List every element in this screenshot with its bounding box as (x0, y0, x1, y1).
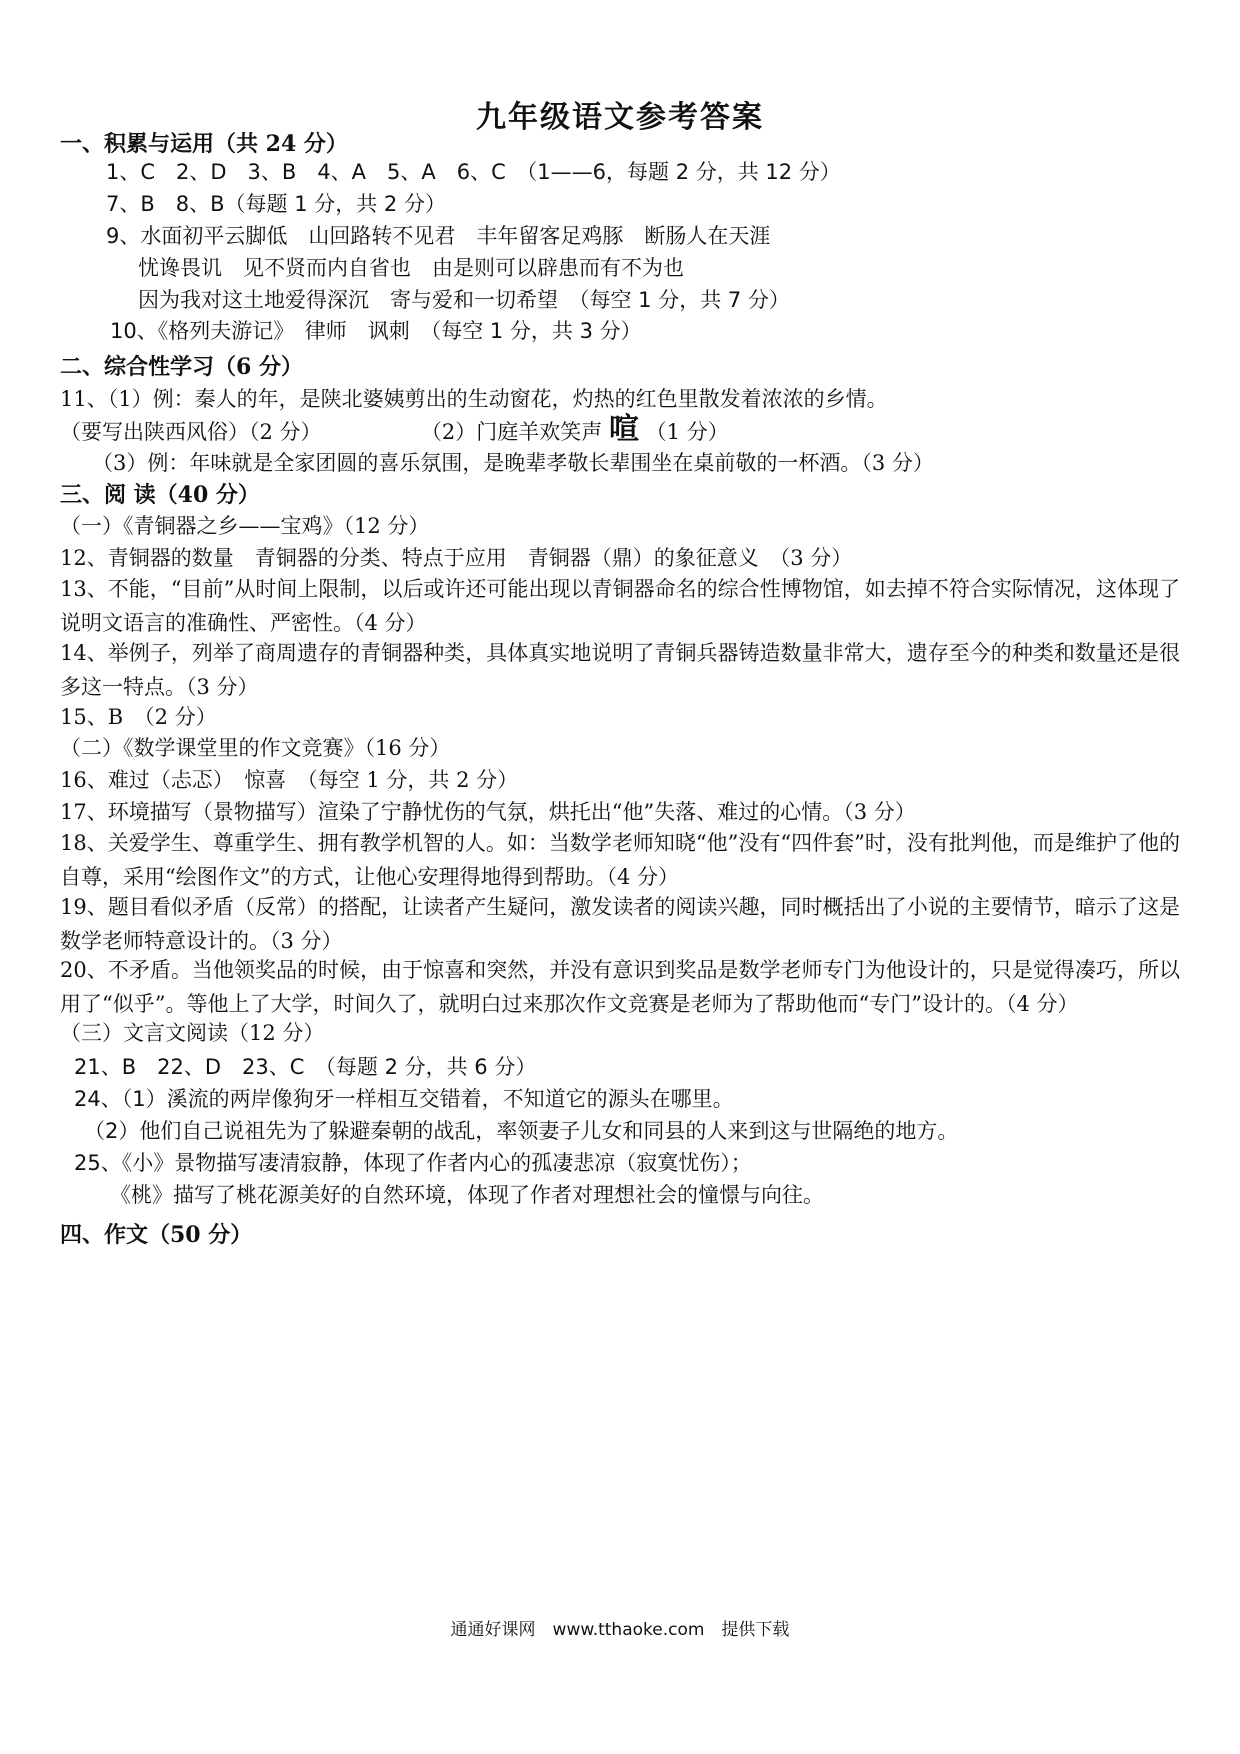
section-3-heading: 三、阅 读（40 分） (60, 482, 260, 508)
section-1-line-2: 7、B 8、B（每题 1 分，共 2 分） (106, 192, 446, 216)
q25-2: 《桃》描写了桃花源美好的自然环境，体现了作者对理想社会的憧憬与向往。 (110, 1183, 824, 1207)
q16: 16、难过（忐忑） 惊喜 （每空 1 分，共 2 分） (60, 768, 519, 792)
q24-1: 24、（1）溪流的两岸像狗牙一样相互交错着，不知道它的源头在哪里。 (74, 1087, 734, 1111)
section-1-line-5: 因为我对这土地爱得深沉 寄与爱和一切希望 （每空 1 分，共 7 分） (138, 288, 790, 312)
part-2-heading: （二）《数学课堂里的作文竞赛》（16 分） (60, 736, 451, 760)
section-1-line-3: 9、水面初平云脚低 山回路转不见君 丰年留客足鸡豚 断肠人在天涯 (106, 224, 771, 248)
q13: 13、不能，“目前”从时间上限制，以后或许还可能出现以青铜器命名的综合性博物馆，如去掉不符合实际情况，这体现了说明文语言的准确性、严密性。（4 分） (60, 577, 1180, 635)
q11-line-2 (60, 413, 1180, 449)
section-1-heading: 一、积累与运用（共 24 分） (60, 131, 348, 157)
q11-answer-char: 喧 (608, 412, 639, 447)
q14: 14、举例子，列举了商周遗存的青铜器种类，具体真实地说明了青铜兵器铸造数量非常大，遗存至今的种类和数量还是很多这一特点。（3 分） (60, 641, 1180, 699)
q21-23: 21、B 22、D 23、C （每题 2 分，共 6 分） (74, 1055, 537, 1079)
footer-credit: 通通好课网 www.tthaoke.com 提供下载 (450, 1620, 790, 1640)
part-1-heading: （一）《青铜器之乡——宝鸡》（12 分） (60, 514, 430, 538)
q11-line-1: 11、（1）例：秦人的年，是陕北婆姨剪出的生动窗花，灼热的红色里散发着浓浓的乡情。 (60, 387, 888, 411)
q25-1: 25、《小》景物描写凄清寂静，体现了作者内心的孤凄悲凉（寂寞忧伤）； (74, 1151, 752, 1175)
q11-note: （要写出陕西风俗）（2 分） (60, 420, 322, 444)
page-title: 九年级语文参考答案 (476, 100, 764, 135)
section-1-line-6: 10、《格列夫游记》 律师 讽刺 （每空 1 分，共 3 分） (110, 319, 642, 343)
q18: 18、关爱学生、尊重学生、拥有教学机智的人。如：当数学老师知晓“他”没有“四件套”时，没有批判他，而是维护了他的自尊，采用“绘图作文”的方式，让他心安理得地得到帮助。（4 分） (60, 831, 1180, 889)
q24-2: （2）他们自己说祖先为了躲避秦朝的战乱，率领妻子儿女和同县的人来到这与世隔绝的地方。 (84, 1119, 959, 1143)
section-1-line-4: 忧谗畏讥 见不贤而内自省也 由是则可以辟患而有不为也 (138, 256, 684, 280)
q11-line-3: （3）例：年味就是全家团圆的喜乐氛围，是晚辈孝敬长辈围坐在桌前敬的一杯酒。（3 分） (92, 451, 934, 475)
q12: 12、青铜器的数量 青铜器的分类、特点于应用 青铜器（鼎）的象征意义 （3 分） (60, 546, 853, 570)
q15: 15、B （2 分） (60, 705, 217, 729)
q19: 19、题目看似矛盾（反常）的搭配，让读者产生疑问，激发读者的阅读兴趣，同时概括出了小说的主要情节，暗示了这是数学老师特意设计的。（3 分） (60, 895, 1180, 953)
q11-part-2: （2）门庭羊欢笑声 (420, 420, 603, 444)
q11-part-2-score: （1 分） (645, 420, 729, 444)
section-2-heading: 二、综合性学习（6 分） (60, 354, 303, 380)
q20: 20、不矛盾。当他领奖品的时候，由于惊喜和突然，并没有意识到奖品是数学老师专门为他设计的，只是觉得凑巧，所以用了“似乎”。等他上了大学，时间久了，就明白过来那次作文竞赛是老师为了帮助他而“专门”设计的。（4 分） (60, 958, 1180, 1016)
section-1-line-1: 1、C 2、D 3、B 4、A 5、A 6、C （1——6，每题 2 分，共 12 分） (106, 160, 841, 184)
q17: 17、环境描写（景物描写）渲染了宁静忧伤的气氛，烘托出“他”失落、难过的心情。（3 分） (60, 800, 916, 824)
section-4-heading: 四、作文（50 分） (60, 1222, 253, 1248)
part-3-heading: （三）文言文阅读（12 分） (60, 1021, 325, 1045)
